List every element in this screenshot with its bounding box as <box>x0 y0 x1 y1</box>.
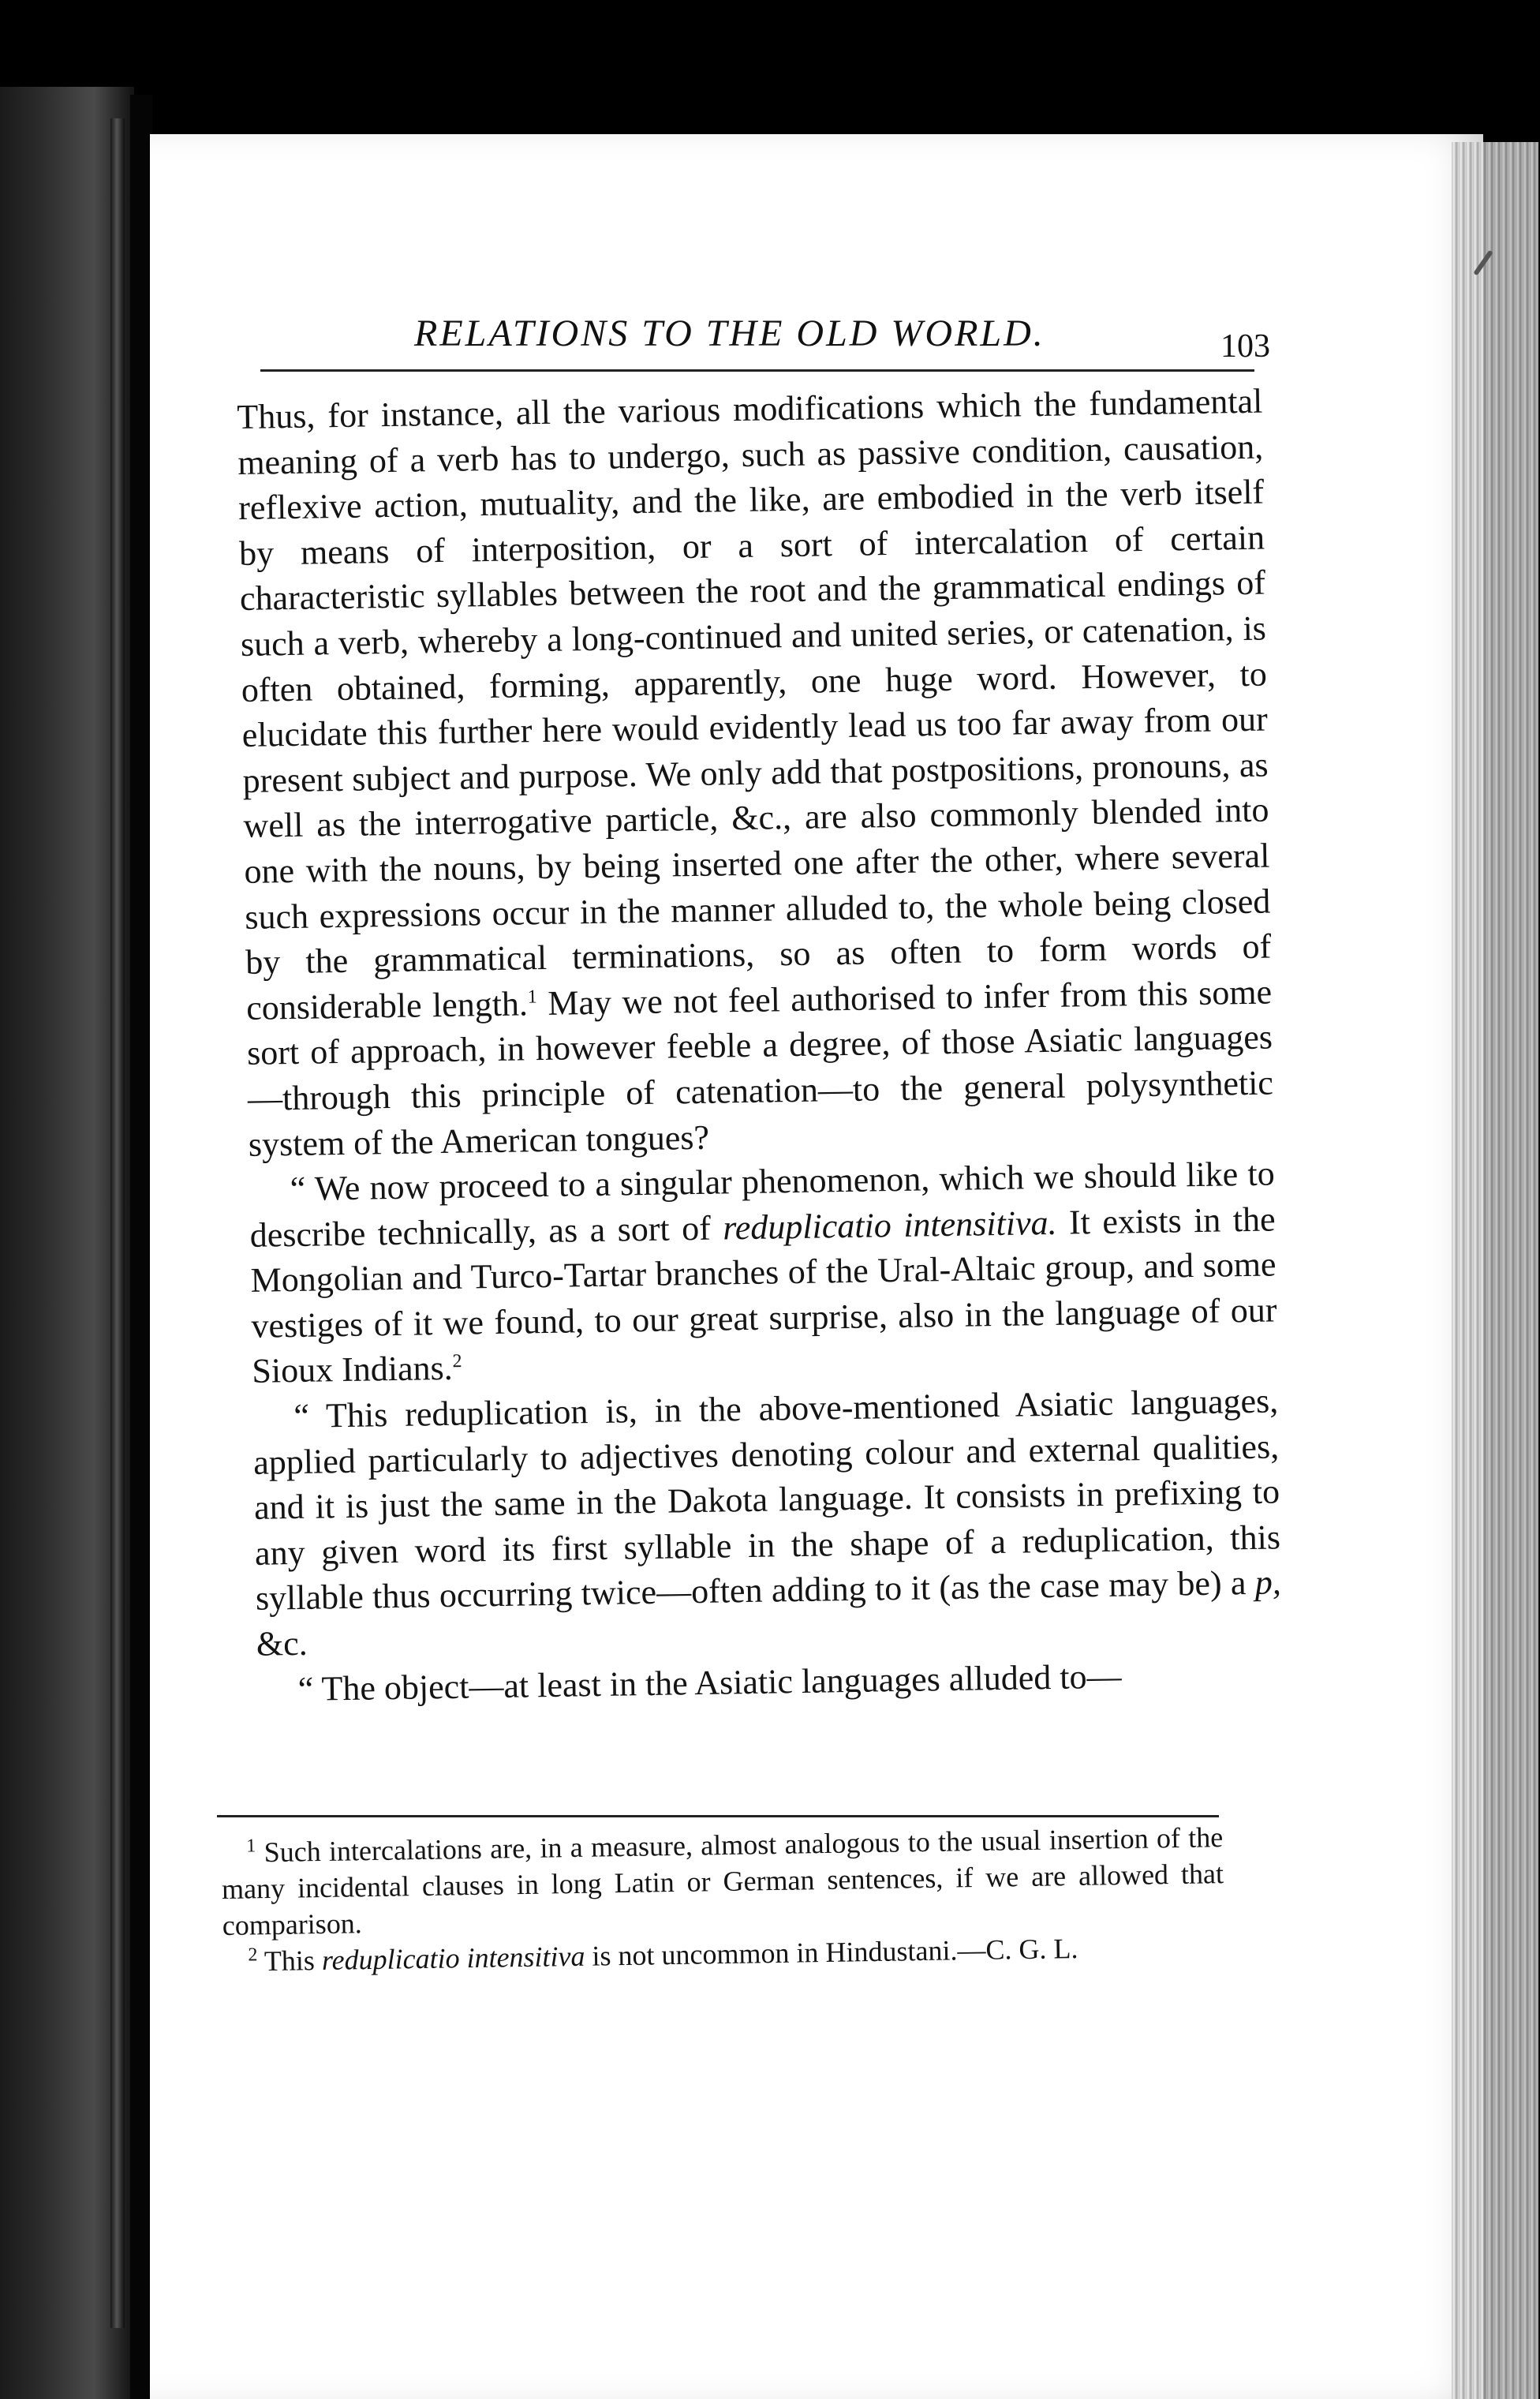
paragraph-1-tail: May we not feel authorised to infer from this some sort of approach, in however feeble a degree, of those Asiatic languages —through this principle of catenation—to the general polysynthetic system of the American tongues? <box>246 972 1274 1164</box>
paragraph-3-end: &c. <box>256 1623 308 1664</box>
footnote-ref-2: 2 <box>452 1351 462 1372</box>
running-head: RELATIONS TO THE OLD WORLD. <box>414 313 1045 354</box>
page-fore-edge <box>1452 142 1538 2399</box>
paragraph-1 <box>237 379 1274 1167</box>
page-number: 103 <box>1220 328 1270 365</box>
footnote-2-post: is not uncommon in Hindustani.—C. G. L. <box>592 1932 1078 1972</box>
header-rule <box>260 369 1254 372</box>
page-header <box>260 312 1270 365</box>
paragraph-3 <box>252 1378 1282 1667</box>
footnote-rule <box>217 1815 1219 1817</box>
paragraph-4: “ The object—at least in the Asiatic languages alluded to— <box>297 1656 1122 1708</box>
footnote-ref-1: 1 <box>527 986 538 1008</box>
footnote-1-marker: 1 <box>246 1836 256 1857</box>
footnote-1 <box>221 1819 1224 1944</box>
footnote-1-text: Such intercalations are, in a measure, almost analogous to the usual insertion of the many incidental clauses in long Latin or German sentences, if we are allowed that comparison. <box>221 1821 1224 1941</box>
paragraph-3-start: “ This reduplication is, in the above-mentioned Asiatic languages, applied particularly to adjectives denoting colour and external qualities, and it is just the same in the Dakota language. It consists in prefixing to any given word its first syllable in the shape of a reduplication, this syllable thus occurring twice—often adding to it (as the case may be) a <box>252 1381 1281 1619</box>
footnotes <box>221 1819 1225 1980</box>
paragraph-3-italic: p, <box>1254 1563 1282 1603</box>
paragraph-2-start: “ We now proceed to a singular phenomenon, which we should like to describe technically, as a sort of <box>249 1154 1276 1255</box>
footnote-2-italic: reduplicatio intensitiva <box>321 1940 585 1977</box>
paragraph-2-italic: reduplicatio intensitiva. <box>722 1203 1057 1248</box>
paragraph-1-text: Thus, for instance, all the various modifications which the fundamental meaning of a verb has to undergo, such as passive condition, causation, reflexive action, mutuality, and the like, are embodied in the verb itself by means of interposition, or a sort of intercalation of certain characteristic syllables between the root and the grammatical endings of such a verb, whereby a long-continued and united series, or catenation, is often obtained, forming, apparently, one huge word. However, to elucidate this further here would evidently lead us too far away from our present subject and purpose. We only add that postpositions, pronouns, as well as the interrogative particle, &c., are also commonly blended into one with the nouns, by being inserted one after the other, where several such expressions occur in the manner alluded to, the whole being closed by the grammatical terminations, so as often to form words of considerable length. <box>237 381 1272 1027</box>
paragraph-2-end: It exists in the Mongolian and Turco-Tartar branches of the Ural-Altaic group, and some vestiges of it we found, to our great surprise, also in the language of our Sioux Indians. <box>250 1200 1277 1391</box>
footnote-2-marker: 2 <box>248 1944 258 1966</box>
main-text <box>237 379 1283 1712</box>
paragraph-2 <box>249 1151 1277 1394</box>
footnote-2-pre: This <box>264 1944 316 1978</box>
book-gutter <box>130 95 152 2399</box>
facing-page-highlight <box>110 118 125 2328</box>
